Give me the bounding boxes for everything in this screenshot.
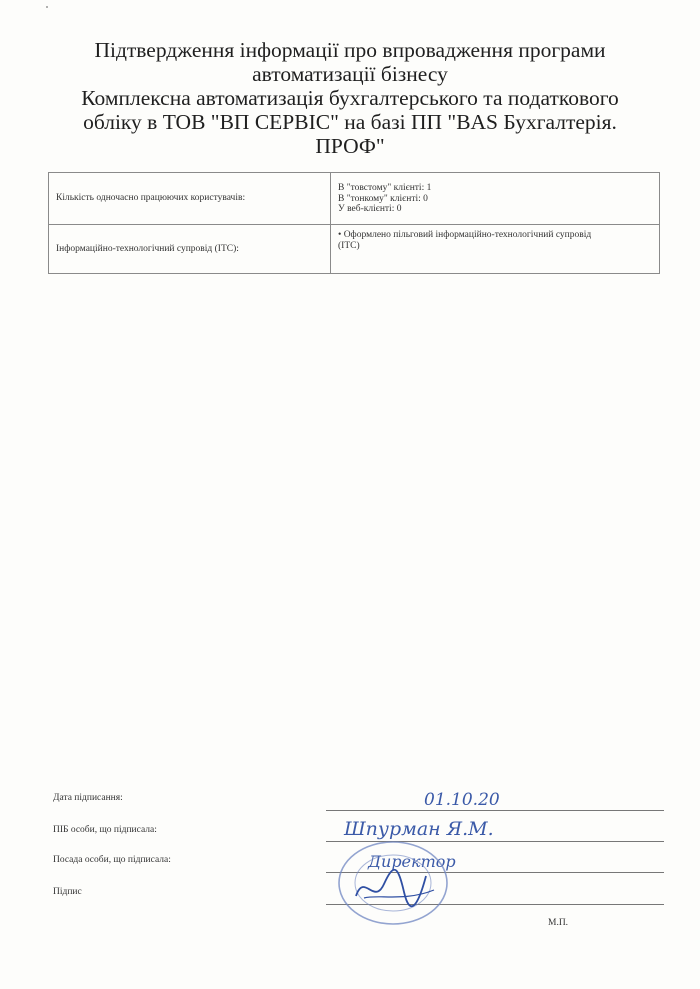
name-handwritten: Шпурман Я.М. (344, 818, 494, 840)
users-count-label: Кількість одночасно працюючих користувачів: (49, 173, 331, 225)
table-row (49, 173, 660, 225)
table-row (49, 225, 660, 274)
title-line: автоматизації бізнесу (252, 62, 448, 86)
title-line: обліку в ТОВ "ВП СЕРВІС" на базі ПП "BAS Бухгалтерія. (83, 110, 617, 134)
title-line: Комплексна автоматизація бухгалтерського та податкового (81, 86, 619, 110)
users-count-values (331, 173, 660, 225)
title-line: ПРОФ" (315, 134, 385, 158)
date-label: Дата підписання: (53, 793, 123, 803)
signature-label: Підпис (53, 887, 82, 897)
web-client-value: У веб-клієнті: 0 (338, 204, 402, 214)
thick-client-value: В "товстому" клієнті: 1 (338, 183, 432, 193)
its-label: Інформаційно-технологічний супровід (ІТС): (49, 225, 331, 274)
document-title (40, 38, 660, 158)
date-handwritten: 01.10.20 (424, 790, 500, 810)
name-label: ПІБ особи, що підписала: (53, 825, 157, 835)
info-table (48, 172, 660, 274)
its-value-line: (ІТС) (338, 240, 360, 251)
thin-client-value: В "тонкому" клієнті: 0 (338, 193, 428, 204)
its-value-line: • Оформлено пільговий інформаційно-технологічний супровід (338, 230, 592, 240)
date-line (326, 810, 664, 811)
stamp-seal-icon (334, 836, 452, 930)
its-values (331, 225, 660, 274)
title-line: Підтвердження інформації про впровадження програми (94, 38, 606, 62)
stamp-place-mark: М.П. (548, 918, 569, 928)
scan-speck (46, 6, 48, 8)
position-handwritten: Директор (368, 852, 456, 871)
position-label: Посада особи, що підписала: (53, 855, 171, 865)
